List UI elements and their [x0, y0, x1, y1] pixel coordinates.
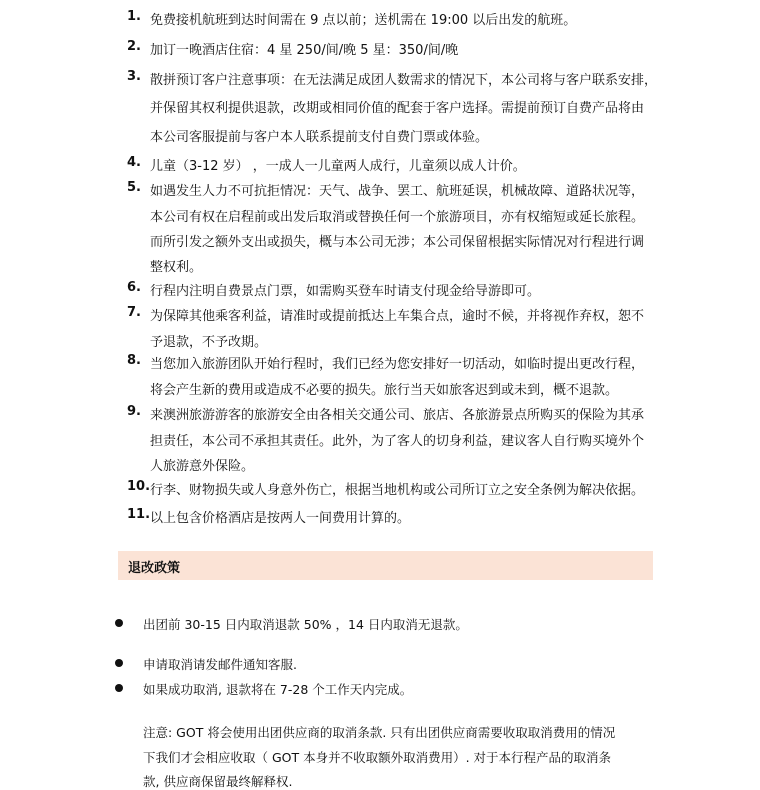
- policy-bullet-text: 如果成功取消, 退款将在 7-28 个工作天内完成。: [143, 682, 413, 697]
- section-title: 退改政策: [128, 561, 181, 576]
- item-text-line: 行程内注明自费景点门票，如需购买登车时请支付现金给导游即可。: [150, 284, 541, 299]
- policy-bullet-text: 出团前 30-15 日内取消退款 50% ，14 日内取消无退款。: [143, 617, 468, 632]
- item-text-line: 予退款，不予改期。: [150, 335, 268, 350]
- item-text-line: 散拼预订客户注意事项：在无法满足成团人数需求的情况下，本公司将与客户联系安排，: [150, 73, 658, 88]
- item-text-line: 为保障其他乘客利益，请准时或提前抵达上车集合点，逾时不候，并将视作弃权，恕不: [150, 309, 645, 324]
- item-text-line: 担责任，本公司不承担其责任。此外，为了客人的切身利益，建议客人自行购买境外个: [150, 434, 645, 449]
- item-number: 4.: [127, 155, 141, 170]
- bullet-dot: [115, 684, 123, 692]
- refund-policy-header: [118, 551, 653, 580]
- item-text-line: 免费接机航班到达时间需在 9 点以前；送机需在 19:00 以后出发的航班。: [150, 13, 577, 28]
- item-text-line: 本公司有权在启程前或出发后取消或替换任何一个旅游项目，亦有权缩短或延长旅程。: [150, 210, 645, 225]
- item-text-line: 将会产生新的费用或造成不必要的损失。旅行当天如旅客迟到或未到，概不退款。: [150, 383, 619, 398]
- note-line: 款, 供应商保留最终解释权.: [143, 774, 293, 789]
- item-text-line: 本公司客服提前与客户本人联系提前支付自费门票或体验。: [150, 130, 489, 145]
- item-number: 10.: [127, 479, 151, 494]
- item-number: 7.: [127, 305, 141, 320]
- item-number: 6.: [127, 280, 141, 295]
- item-text-line: 以上包含价格酒店是按两人一间费用计算的。: [150, 511, 411, 526]
- item-number: 2.: [127, 39, 141, 54]
- item-text-line: 人旅游意外保险。: [150, 459, 255, 474]
- item-number: 3.: [127, 69, 141, 84]
- bullet-dot: [115, 659, 123, 667]
- bullet-dot: [115, 619, 123, 627]
- item-text-line: 并保留其权利提供退款，改期或相同价值的配套于客户选择。需提前预订自费产品将由: [150, 101, 645, 116]
- item-text-line: 儿童（3-12 岁） ，一成人一儿童两人成行，儿童须以成人计价。: [150, 159, 526, 174]
- item-text-line: 而所引发之额外支出或损失，概与本公司无涉；本公司保留根据实际情况对行程进行调: [150, 235, 645, 250]
- item-text-line: 当您加入旅游团队开始行程时，我们已经为您安排好一切活动，如临时提出更改行程，: [150, 357, 645, 372]
- item-number: 8.: [127, 353, 141, 368]
- item-text-line: 如遇发生人力不可抗拒情况：天气、战争、罢工、航班延误，机械故障、道路状况等，: [150, 184, 645, 199]
- item-text-line: 行李、财物损失或人身意外伤亡，根据当地机构或公司所订立之安全条例为解决依据。: [150, 483, 645, 498]
- item-text-line: 来澳洲旅游游客的旅游安全由各相关交通公司、旅店、各旅游景点所购买的保险为其承: [150, 408, 645, 423]
- policy-bullet-text: 申请取消请发邮件通知客服.: [143, 657, 297, 672]
- note-line: 下我们才会相应收取（ GOT 本身并不收取额外取消费用）. 对于本行程产品的取消条: [143, 750, 612, 765]
- item-number: 5.: [127, 180, 141, 195]
- item-text-line: 整权利。: [150, 260, 203, 275]
- item-number: 11.: [127, 507, 151, 522]
- item-text-line: 加订一晚酒店住宿：4 星 250/间/晚 5 星：350/间/晚: [150, 43, 459, 58]
- note-line: 注意: GOT 将会使用出团供应商的取消条款. 只有出团供应商需要收取取消费用的情况: [143, 725, 616, 740]
- item-number: 1.: [127, 9, 141, 24]
- item-number: 9.: [127, 404, 141, 419]
